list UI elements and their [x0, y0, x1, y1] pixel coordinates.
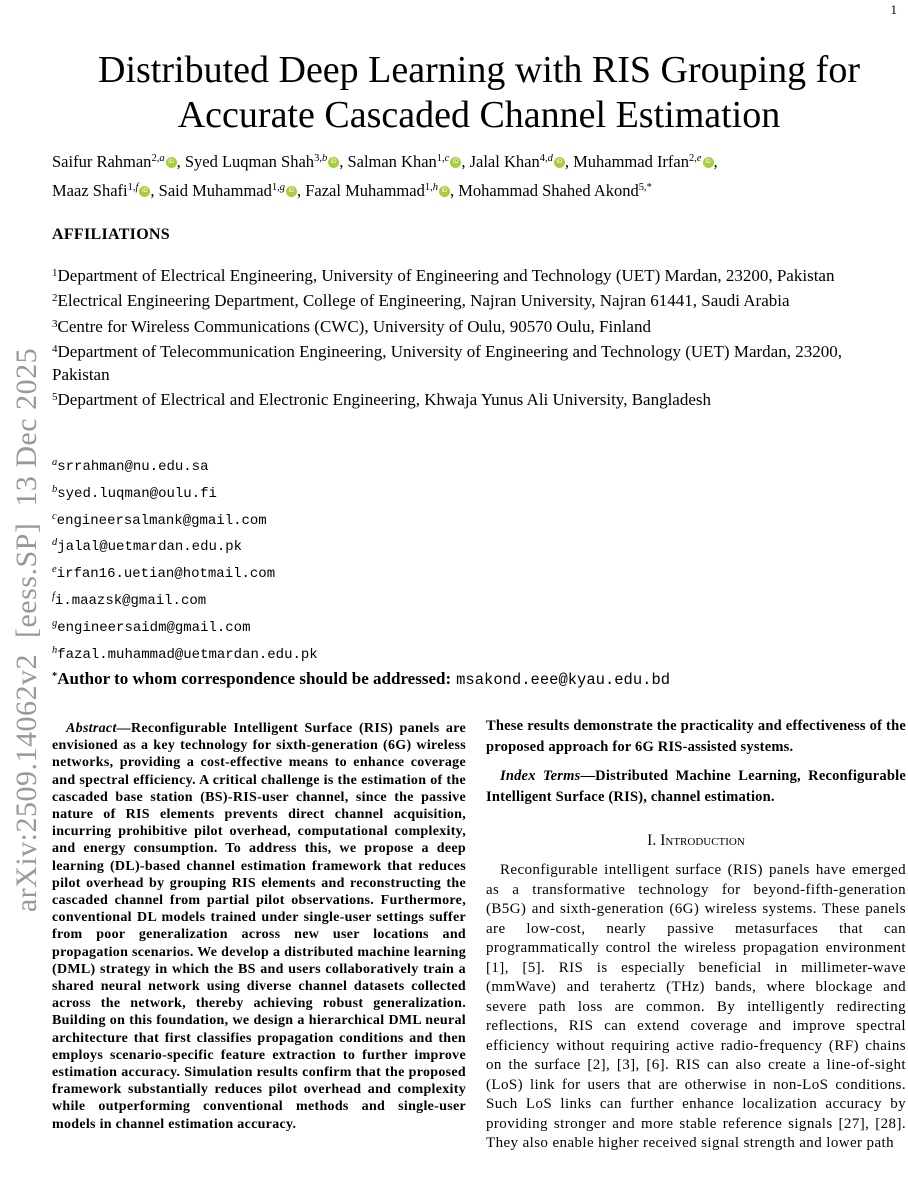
- author-name: Mohammad Shahed Akond: [458, 181, 639, 200]
- index-terms-paragraph: [486, 766, 906, 808]
- correspondence-marker: *: [52, 671, 58, 683]
- abstract-text: —Reconfigurable Intelligent Surface (RIS) panels are envisioned as a key technology for sixth-generation (6G) wireless networks, providing a cost-effective means to enhance coverage and spectral efficiency. A critical challenge is the estimation of the cascaded base station (BS)-RIS-user channel, since the passive nature of RIS elements prevents direct channel acquisition, incurring prohibitive pilot overhead, computational complexity, and energy consumption. To address this, we propose a deep learning (DL)-based channel estimation framework that reduces pilot overhead by grouping RIS elements and reconstructing the cascaded channel from partial pilot observations. Furthermore, conventional DL models trained under single-user settings suffer from poor generalization across new user locations and propagation scenarios. We develop a distributed machine learning (DML) strategy in which the BS and users collaboratively train a shared neural network using diverse channel datasets collected across the network, thereby achieving robust generalization. Building on this foundation, we design a hierarchical DML neural architecture that first classifies propagation conditions and then employs scenario-specific feature extraction to further improve estimation accuracy. Simulation results confirm that the proposed framework substantially reduces pilot overhead and complexity while outperforming conventional methods and single-user models in channel estimation accuracy.: [52, 721, 466, 1132]
- email-address: engineersaidm@gmail.com: [57, 619, 251, 636]
- orcid-icon[interactable]: iD: [328, 157, 339, 168]
- author-separator: ,: [564, 152, 574, 171]
- affiliation-item: [52, 287, 897, 312]
- affiliation-marker: 3: [52, 317, 58, 330]
- email-address: engineersalmank@gmail.com: [56, 512, 267, 529]
- affiliation-item: [52, 313, 897, 338]
- email-address: i.maazsk@gmail.com: [54, 592, 207, 609]
- author: [573, 152, 718, 171]
- author: [52, 181, 159, 200]
- email-marker: d: [52, 537, 58, 549]
- author-list: [52, 146, 906, 204]
- correspondence-note: [52, 666, 906, 692]
- affiliation-item: [52, 262, 897, 287]
- author: [159, 181, 306, 200]
- author-name: Salman Khan: [347, 152, 437, 171]
- affiliation-marker: 4: [52, 343, 58, 356]
- email-item: [52, 506, 906, 533]
- affiliation-list: [52, 262, 897, 411]
- two-column-body: [52, 714, 906, 1154]
- author: [305, 181, 458, 200]
- author-separator: ,: [449, 181, 459, 200]
- email-marker: b: [52, 483, 58, 495]
- author-separator: ,: [150, 181, 159, 200]
- author: [347, 152, 469, 171]
- email-marker: h: [52, 644, 58, 656]
- author: [52, 152, 185, 171]
- title-line-1: Distributed Deep Learning with RIS Grouping for: [98, 49, 860, 91]
- author-name: Jalal Khan: [469, 152, 540, 171]
- author-affil-marker: 4,d: [539, 153, 553, 164]
- email-marker: g: [52, 617, 58, 629]
- abstract-continuation: These results demonstrate the practicality and effectiveness of the proposed approach for 6G RIS-assisted systems.: [486, 718, 906, 755]
- affiliation-text: Centre for Wireless Communications (CWC), University of Oulu, 90570 Oulu, Finland: [57, 316, 651, 336]
- orcid-icon[interactable]: iD: [450, 157, 461, 168]
- author-name: Maaz Shafi: [52, 181, 128, 200]
- title-line-2: Accurate Cascaded Channel Estimation: [177, 94, 781, 136]
- email-item: [52, 452, 906, 479]
- index-terms-label: Index Terms: [500, 768, 581, 784]
- author-affil-marker: 1,g: [271, 182, 285, 193]
- email-marker: e: [52, 564, 57, 576]
- author-separator: ,: [176, 152, 185, 171]
- paper-title: [52, 48, 906, 138]
- section-title: Introduction: [660, 832, 745, 849]
- author-affil-marker: 1,c: [436, 153, 450, 164]
- affiliation-text: Department of Telecommunication Engineering, University of Engineering and Technology (UET) Mardan, 23200, Pakistan: [52, 342, 842, 384]
- author-affil-marker: 2,e: [689, 153, 702, 164]
- affiliation-text: Department of Electrical and Electronic Engineering, Khwaja Yunus Ali University, Bangladesh: [57, 390, 712, 410]
- author-name: Fazal Muhammad: [305, 181, 425, 200]
- orcid-icon[interactable]: iD: [166, 157, 177, 168]
- correspondence-email: msakond.eee@kyau.edu.bd: [456, 671, 671, 690]
- email-marker: c: [52, 510, 57, 522]
- author-separator: ,: [461, 152, 470, 171]
- author-name: Saifur Rahman: [52, 152, 152, 171]
- email-address: jalal@uetmardan.edu.pk: [57, 539, 243, 556]
- author-affil-marker: 3,b: [314, 153, 328, 164]
- email-item: [52, 532, 906, 559]
- author-name: Syed Luqman Shah: [184, 152, 315, 171]
- affiliation-marker: 2: [52, 292, 58, 305]
- affiliation-marker: 5: [52, 391, 58, 404]
- orcid-icon[interactable]: iD: [703, 157, 714, 168]
- author-affil-marker: 1,f: [127, 182, 139, 193]
- author: [458, 181, 652, 200]
- email-item: [52, 613, 906, 640]
- author-separator: ,: [296, 181, 306, 200]
- email-address: irfan16.uetian@hotmail.com: [56, 566, 276, 583]
- right-column: [486, 714, 906, 1154]
- arxiv-watermark: arXiv:2509.14062v2 [eess.SP] 13 Dec 2025: [10, 347, 43, 913]
- email-address: syed.luqman@oulu.fi: [57, 485, 217, 502]
- orcid-icon[interactable]: iD: [286, 186, 297, 197]
- affiliation-marker: 1: [52, 267, 58, 279]
- author-affil-marker: 1,h: [424, 182, 438, 193]
- email-item: [52, 640, 906, 667]
- author: [470, 152, 573, 171]
- affiliation-text: Department of Electrical Engineering, University of Engineering and Technology (UET) Mardan, 23200, Pakistan: [57, 266, 835, 285]
- email-list: [52, 452, 906, 692]
- email-marker: a: [52, 457, 58, 468]
- email-item: [52, 586, 906, 613]
- author: [185, 152, 348, 171]
- section-number: I.: [647, 832, 657, 849]
- email-item: [52, 479, 906, 506]
- abstract-label: Abstract: [66, 721, 117, 736]
- left-column: [52, 714, 466, 1154]
- author-name: Muhammad Irfan: [573, 152, 689, 171]
- author-separator: ,: [339, 152, 348, 171]
- email-address: fazal.muhammad@uetmardan.edu.pk: [57, 646, 318, 663]
- affiliation-item: [52, 338, 897, 386]
- abstract-paragraph: [52, 720, 466, 1133]
- orcid-icon[interactable]: iD: [554, 157, 565, 168]
- author-separator: ,: [713, 152, 718, 171]
- correspondence-label: Author to whom correspondence should be addressed:: [57, 669, 452, 689]
- affiliation-item: [52, 386, 897, 411]
- page-number: 1: [890, 2, 897, 17]
- introduction-paragraph: Reconfigurable intelligent surface (RIS) panels have emerged as a transformative technology for beyond-fifth-generation (B5G) and sixth-generation (6G) wireless systems. These panels are low-cost, nearly passive metasurfaces that can programmatically control the wireless propagation environment [1], [5]. RIS is especially beneficial in millimeter-wave (mmWave) and terahertz (THz) bands, where blockage and severe path loss are common. By intelligently redirecting reflections, RIS can extend coverage and improve spectral efficiency without requiring active radio-frequency (RF) chains on the surface [2], [3], [6]. RIS can also create a line-of-sight (LoS) link for users that are otherwise in non-LoS conditions. Such LoS links can further enhance localization accuracy by providing stronger and more stable reference signals [27], [28]. They also enable higher received signal strength and lower path: [486, 862, 906, 1151]
- index-terms-text: —Distributed Machine Learning, Reconfigurable Intelligent Surface (RIS), channel estimation.: [486, 768, 906, 805]
- section-heading-introduction: [486, 832, 906, 850]
- author-name: Said Muhammad: [158, 181, 272, 200]
- affiliations-heading: AFFILIATIONS: [52, 226, 170, 243]
- orcid-icon[interactable]: iD: [439, 186, 450, 197]
- email-marker: f: [52, 590, 55, 602]
- author-affil-marker: 5,*: [638, 182, 652, 193]
- email-address: srrahman@nu.edu.sa: [57, 459, 209, 475]
- affiliation-text: Electrical Engineering Department, College of Engineering, Najran University, Najran 61441, Saudi Arabia: [57, 291, 790, 311]
- author-affil-marker: 2,a: [151, 153, 165, 164]
- email-item: [52, 559, 906, 586]
- orcid-icon[interactable]: iD: [139, 186, 150, 197]
